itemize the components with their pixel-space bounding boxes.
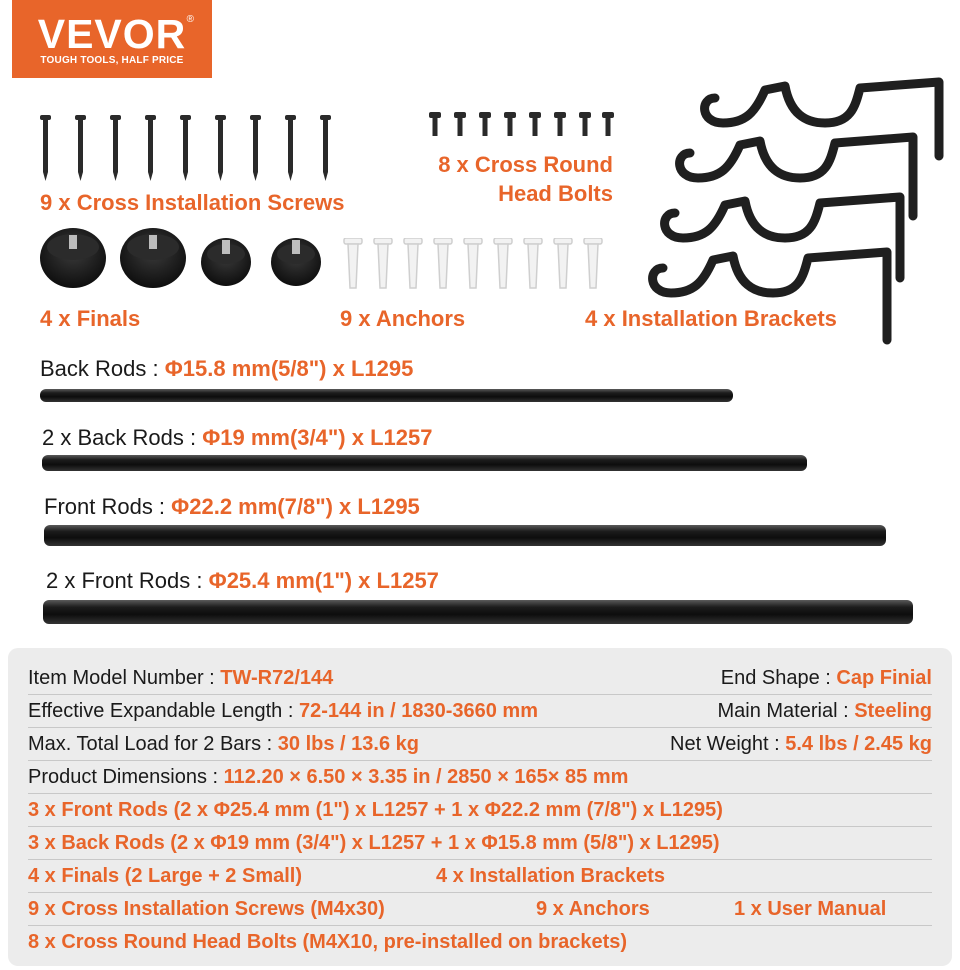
bolts-illustration: [425, 112, 620, 142]
registered-mark: ®: [186, 14, 194, 25]
bolts-text: 8 x Cross Round Head Bolts (M4X10, pre-installed on brackets): [28, 931, 628, 953]
front-rod-small: [44, 525, 886, 546]
screw-icon: [285, 115, 296, 181]
weight-value: 5.4 lbs / 2.45 kg: [785, 733, 932, 755]
rod-spec: Φ15.8 mm(5/8") x L1295: [164, 356, 414, 381]
brand-tagline: TOUGH TOOLS, HALF PRICE: [40, 55, 184, 66]
screw-icon: [320, 115, 331, 181]
back-rod-large: [42, 455, 807, 471]
anchors-caption: 9 x Anchors: [340, 306, 466, 331]
length-label: Effective Expandable Length :: [28, 700, 294, 722]
bolt-icon: [504, 112, 516, 136]
material-label: Main Material :: [717, 700, 849, 722]
back-rods-text: 3 x Back Rods (2 x Φ19 mm (3/4") x L1257 + 1 x Φ15.8 mm (5/8") x L1295): [28, 832, 720, 854]
screw-icon: [215, 115, 226, 181]
final-small-icon: [271, 238, 321, 286]
spec-row-length: [28, 695, 932, 727]
screws-caption: 9 x Cross Installation Screws: [40, 190, 345, 215]
bolt-icon: [454, 112, 466, 136]
bolts-caption: [413, 150, 613, 208]
bracket-icon: [665, 197, 900, 278]
back-rod-small: [40, 389, 733, 402]
anchor-icon: [524, 238, 542, 288]
model-label: Item Model Number :: [28, 667, 215, 689]
rod-label: [42, 425, 432, 451]
weight-label: Net Weight :: [670, 733, 780, 755]
bracket-icon: [680, 137, 913, 216]
anchor-icon: [494, 238, 512, 288]
anchor-icon: [464, 238, 482, 288]
vevor-logo: [12, 0, 212, 78]
anchor-icon: [374, 238, 392, 288]
rod-spec: Φ22.2 mm(7/8") x L1295: [171, 494, 420, 519]
bolt-icon: [479, 112, 491, 136]
rod-label-text: 2 x Back Rods :: [42, 425, 197, 450]
rod-label: [46, 568, 439, 594]
front-rod-large: [43, 600, 913, 624]
load-value: 30 lbs / 13.6 kg: [277, 733, 419, 755]
spec-row-bolts: [28, 926, 932, 958]
material-value: Steeling: [854, 700, 932, 722]
screw-icon: [180, 115, 191, 181]
finals-text: 4 x Finals (2 Large + 2 Small): [28, 865, 303, 887]
length-value: 72-144 in / 1830-3660 mm: [298, 700, 538, 722]
bolt-icon: [602, 112, 614, 136]
spec-row-finals: [28, 860, 932, 892]
anchor-icon: [344, 238, 362, 288]
anchors-text: 9 x Anchors: [536, 898, 650, 920]
finals-illustration: [38, 225, 328, 290]
brackets-text: 4 x Installation Brackets: [436, 865, 665, 887]
spec-row-model: [28, 662, 932, 694]
final-large-icon: [40, 228, 106, 288]
rod-label-text: Back Rods :: [40, 356, 159, 381]
screw-icon: [110, 115, 121, 181]
bolts-caption-line2: Head Bolts: [498, 181, 613, 206]
screws-illustration: [30, 115, 350, 190]
rod-label: [40, 356, 413, 382]
rod-spec: Φ25.4 mm(1") x L1257: [208, 568, 439, 593]
spec-row-front-rods: [28, 794, 932, 826]
spec-panel: [8, 648, 952, 966]
dims-label: Product Dimensions :: [28, 766, 219, 788]
end-shape-value: Cap Finial: [836, 667, 932, 689]
screw-icon: [145, 115, 156, 181]
anchor-icon: [584, 238, 602, 288]
anchor-icon: [434, 238, 452, 288]
rod-label: [44, 494, 420, 520]
end-shape-label: End Shape :: [720, 667, 831, 689]
anchors-illustration: [340, 238, 610, 293]
screw-icon: [40, 115, 51, 181]
model-value: TW-R72/144: [220, 667, 334, 689]
spec-row-screws: [28, 893, 932, 925]
front-rods-text: 3 x Front Rods (2 x Φ25.4 mm (1") x L1257 + 1 x Φ22.2 mm (7/8") x L1295): [28, 799, 723, 821]
screws-text: 9 x Cross Installation Screws (M4x30): [28, 898, 385, 920]
rod-label-text: Front Rods :: [44, 494, 166, 519]
final-large-icon: [120, 228, 186, 288]
load-label: Max. Total Load for 2 Bars :: [28, 733, 273, 755]
final-small-icon: [201, 238, 251, 286]
bolt-icon: [529, 112, 541, 136]
spec-row-back-rods: [28, 827, 932, 859]
spec-row-dimensions: [28, 761, 932, 793]
dims-value: 112.20 × 6.50 × 3.35 in / 2850 × 165× 85 mm: [223, 766, 629, 788]
screw-icon: [75, 115, 86, 181]
bolt-icon: [554, 112, 566, 136]
brackets-caption: 4 x Installation Brackets: [585, 306, 837, 331]
bolts-caption-line1: 8 x Cross Round: [438, 152, 613, 177]
brand-name: VEVOR: [37, 11, 187, 57]
anchor-icon: [554, 238, 572, 288]
anchor-icon: [404, 238, 422, 288]
rod-label-text: 2 x Front Rods :: [46, 568, 203, 593]
finals-caption: 4 x Finals: [40, 306, 141, 331]
manual-text: 1 x User Manual: [734, 898, 887, 920]
rod-spec: Φ19 mm(3/4") x L1257: [202, 425, 433, 450]
bolt-icon: [579, 112, 591, 136]
spec-row-load: [28, 728, 932, 760]
screw-icon: [250, 115, 261, 181]
bolt-icon: [429, 112, 441, 136]
